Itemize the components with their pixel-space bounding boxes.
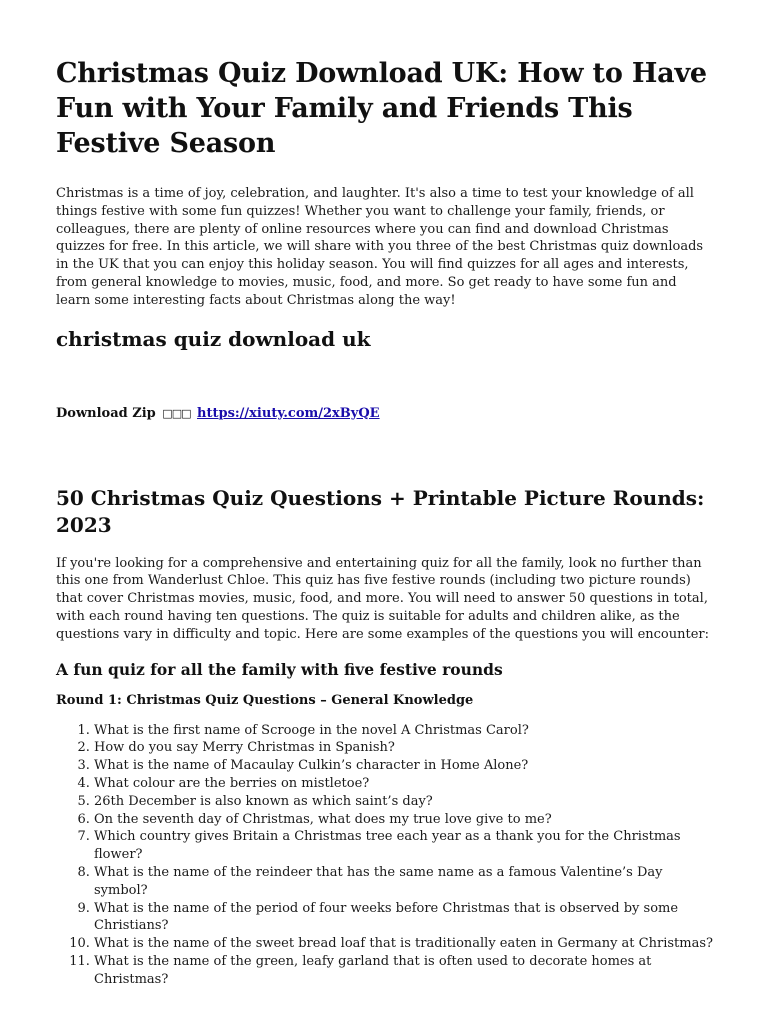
subheading: A fun quiz for all the family with five festive rounds — [56, 659, 503, 679]
list-item: 3. What is the name of Macaulay Culkin’s character in Home Alone? — [94, 757, 714, 775]
download-link[interactable]: https://xiuty.com/2xByQE — [197, 405, 380, 421]
round-heading: Round 1: Christmas Quiz Questions – General Knowledge — [56, 692, 474, 708]
list-item: 9. What is the name of the period of four weeks before Christmas that is observed by some Christians? — [94, 900, 714, 936]
section-heading: 50 Christmas Quiz Questions + Printable Picture Rounds: 2023 — [56, 485, 705, 537]
download-label: Download Zip — [56, 405, 156, 421]
intro-paragraph: Christmas is a time of joy, celebration, and laughter. It's also a time to test your knowledge of all things festive with some fun quizzes! Whether you want to challenge your family, friends, or colleagues, there are plenty of online resources where you can find and download Christmas quizzes for free. In this article, we will share with you three of the best Christmas quiz downloads in the UK that you can enjoy this holiday season. You will find quizzes for all ages and interests, from general knowledge to movies, music, food, and more. So get ready to have some fun and learn some interesting facts about Christmas along the way! — [56, 186, 704, 308]
list-item: 5. 26th December is also known as which saint’s day? — [94, 793, 714, 811]
list-item: 2. How do you say Merry Christmas in Spanish? — [94, 739, 714, 757]
arrows-icon: □□□ — [162, 406, 191, 420]
list-item: 11. What is the name of the green, leafy garland that is often used to decorate homes at Christmas? — [94, 953, 714, 989]
questions-list — [56, 722, 714, 989]
list-item: 7. Which country gives Britain a Christmas tree each year as a thank you for the Christmas flower? — [94, 828, 714, 864]
list-item: 1. What is the first name of Scrooge in the novel A Christmas Carol? — [94, 722, 714, 740]
list-item: 4. What colour are the berries on mistletoe? — [94, 775, 714, 793]
keyword-heading: christmas quiz download uk — [56, 326, 371, 351]
page-title: Christmas Quiz Download UK: How to Have Fun with Your Family and Friends This Festive Season — [56, 58, 707, 159]
list-item: 8. What is the name of the reindeer that has the same name as a famous Valentine’s Day symbol? — [94, 864, 714, 900]
list-item: 6. On the seventh day of Christmas, what does my true love give to me? — [94, 811, 714, 829]
list-item: 10. What is the name of the sweet bread loaf that is traditionally eaten in Germany at Christmas? — [94, 935, 714, 953]
section-intro-paragraph: If you're looking for a comprehensive and entertaining quiz for all the family, look no further than this one from Wanderlust Chloe. This quiz has five festive rounds (including two picture rounds) that cover Christmas movies, music, food, and more. You will need to answer 50 questions in total, with each round having ten questions. The quiz is suitable for adults and children alike, as the questions vary in difficulty and topic. Here are some examples of the questions you will encounter: — [56, 555, 709, 642]
download-line — [56, 405, 714, 423]
